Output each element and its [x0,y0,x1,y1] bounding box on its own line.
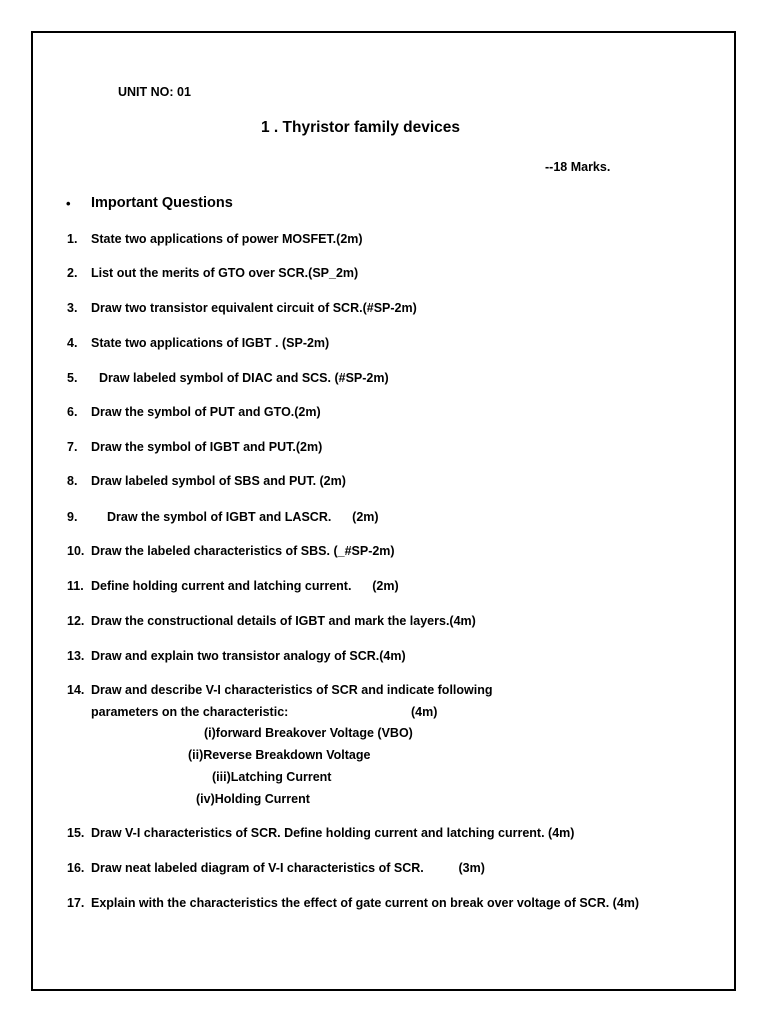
question-number: 12. [67,614,85,628]
bullet-icon: • [66,196,71,211]
parameter-item: (i)forward Breakover Voltage (VBO) [204,726,413,740]
question-number: 2. [67,266,78,280]
parameter-item: (iii)Latching Current [212,770,332,784]
question-text: Draw labeled symbol of SBS and PUT. (2m) [91,474,346,488]
question-number: 5. [67,371,78,385]
total-marks: --18 Marks. [545,160,611,174]
question-continuation: parameters on the characteristic: [91,705,289,719]
question-text: Draw the constructional details of IGBT and mark the layers.(4m) [91,614,476,628]
section-heading: Important Questions [91,195,233,211]
question-number: 1. [67,232,78,246]
question-text: List out the merits of GTO over SCR.(SP_2m) [91,266,359,280]
question-text: Draw labeled symbol of DIAC and SCS. (#SP-2m) [99,371,389,385]
question-text: Draw neat labeled diagram of V-I characteristics of SCR. (3m) [91,861,485,875]
page-title: 1 . Thyristor family devices [261,119,461,136]
question-text: Define holding current and latching current. (2m) [91,579,399,593]
question-number: 15. [67,826,85,840]
question-number: 10. [67,544,85,558]
question-text: Draw the labeled characteristics of SBS. (_#SP-2m) [91,544,395,558]
question-number: 14. [67,683,85,697]
question-text: Draw the symbol of IGBT and LASCR. (2m) [107,510,379,524]
question-text: Draw the symbol of PUT and GTO.(2m) [91,405,321,419]
question-number: 6. [67,405,78,419]
question-text: Explain with the characteristics the effect of gate current on break over voltage of SCR. (4m) [91,896,640,910]
question-number: 11. [67,579,84,593]
question-marks: (4m) [411,705,438,719]
question-number: 9. [67,510,78,524]
question-text: Draw and explain two transistor analogy of SCR.(4m) [91,649,406,663]
question-text: Draw the symbol of IGBT and PUT.(2m) [91,440,323,454]
question-text: State two applications of power MOSFET.(2m) [91,232,363,246]
parameter-item: (ii)Reverse Breakdown Voltage [188,748,371,762]
question-text: Draw V-I characteristics of SCR. Define holding current and latching current. (4m) [91,826,575,840]
unit-number: UNIT NO: 01 [118,85,191,99]
question-number: 17. [67,896,85,910]
question-number: 4. [67,336,78,350]
parameter-item: (iv)Holding Current [196,792,310,806]
question-number: 8. [67,474,78,488]
question-number: 16. [67,861,85,875]
question-number: 3. [67,301,78,315]
question-text: Draw two transistor equivalent circuit of SCR.(#SP-2m) [91,301,417,315]
question-text: State two applications of IGBT . (SP-2m) [91,336,330,350]
question-number: 13. [67,649,85,663]
question-number: 7. [67,440,78,454]
question-text: Draw and describe V-I characteristics of SCR and indicate following [91,683,493,697]
